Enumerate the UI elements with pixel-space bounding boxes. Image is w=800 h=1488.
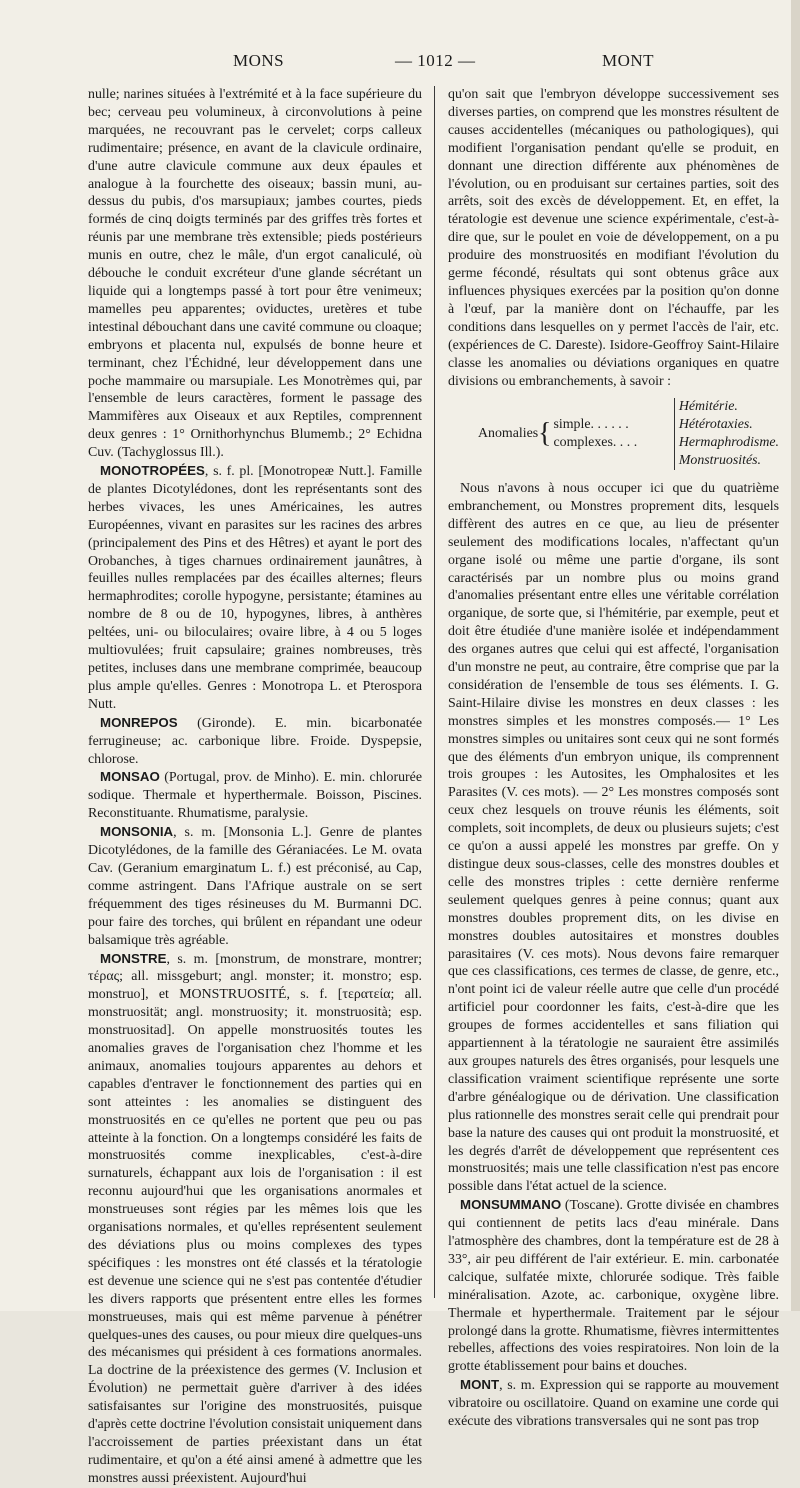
running-header <box>0 52 800 78</box>
anomalies-classification-table <box>478 398 779 470</box>
headword: MONSUMMANO <box>460 1197 562 1213</box>
entry-continuation: qu'on sait que l'embryon développe successivement ses diverses parties, on comprend que les monstres résultent de causes accidentelles (mécaniques ou pathologiques), qui modifient l'organisation pendant qu'elle se produit, en donnant une direction différente aux phénomènes de l'évolution, ou en produisant sur certaines parties, soit des arrêts, soit des excès de développement. Et, en effet, la tératologie est devenue une science expérimentale, c'est-à-dire que, sur le poulet en voie de développement, on a pu produire des monstruosités en modifiant l'évolution du germe fécondé, résultats qui sont obtenus grâce aux influences physiques exercées par la position qu'on donne à l'œuf, par la manière dont on l'échauffe, par les conditions dans lesquelles on y permet l'accès de l'air, etc. (expériences de C. Dareste). Isidore-Geoffroy Saint-Hilaire classe les anomalies ou déviations organiques en quatre divisions ou embranchements, à savoir : <box>448 87 779 389</box>
header-left-guideword: MONS <box>233 51 285 70</box>
page-edge <box>791 0 800 1311</box>
term: Hermaphrodisme. <box>678 435 779 451</box>
headword: MONSAO <box>100 769 160 785</box>
entry-text: , s. m. [Monsonia L.]. Genre de plantes Dicotylédones, de la famille des Géraniacées. Le M. ovata Cav. (Geranium emarginatum L. f.) est préconisé, au Cap, comme astringent. Dans l'Afrique australe on se sert fréquemment des tiges résineuses du M. Burmanni DC. pour faire des torches, qui brûlent en répandant une odeur balsamique très agréable. <box>88 825 422 948</box>
term: Hétérotaxies. <box>678 417 753 433</box>
headword: MONOTROPÉES <box>100 463 205 479</box>
term: Monstruosités. <box>678 453 762 469</box>
entry-text: Nous n'avons à nous occuper ici que du quatrième embranchement, ou Monstres proprement dits, lesquels diffèrent des autres en ce que, au lieu de présenter seulement des modifications locales, n'affectant qu'un organe isolé ou même une partie d'organe, ils sont caractérisés par un nombre plus ou moins grand d'anomalies présentant entre elles une véritable corrélation organique, de sorte que, si l'hémitérie, par exemple, peut et doit être étudiée d'une manière isolée et indépendamment des organes autres que celui qui est affecté, l'organisation d'un monstre ne peut, au contraire, être comprise que par la considération de l'ensemble de tous ses éléments. I. G. Saint-Hilaire divise les monstres en deux classes : les monstres simples et les monstres composés.— 1° Les monstres simples ou unitaires sont ceux qui ne sont formés que des éléments d'un embryon unique, ils comprennent trois groupes : les Autosites, les Omphalosites et les Parasites (V. ces mots). — 2° Les monstres composés sont ceux chez lesquels on trouve réunis les éléments, soit complets, soit incomplets, de deux ou plusieurs sujets; c'est ce qu'on a aussi appelé les monstres par greffe. On y distingue deux sous-classes, celle des monstres doubles et celle des monstres triples : cette dernière renferme seulement quelques genres à peine connus; quant aux monstres doubles proprement dits, on les divise en monstres doubles autositaires et monstres doubles parasitaires (V. ces mots). Nous devons faire remarquer que ces classifications, ces termes de classe, de genre, etc., n'ont point ici de valeur réelle autre que celle d'un procédé artificiel pour coordonner les faits, c'est-à-dire que les groupes de formes accidentelles et sans filiation qui appartiennent à la tératologie ne sauraient être assimilés aux groupes naturels des êtres organisés, pour lesquels une classification vraiment scientifique représente une sorte d'arbre généalogique ou de dérivation. Une classification plus rationnelle des monstres serait celle qui prendrait pour base la nature des causes qui ont produit la monstruosité, et les degrés d'arrêt de développement que représentent ces monstruosités; mais une telle classification n'est pas encore possible dans l'état actuel de la science. <box>448 480 779 1195</box>
entry-monotropees <box>88 462 422 714</box>
entry-monsonia <box>88 823 422 949</box>
entry-text: , s. f. pl. [Monotropeæ Nutt.]. Famille de plantes Dicotylédones, dont les représentants sont des herbes vivaces, les unes Américaines, les autres Européennes, vivant en parasites sur les racines des arbres (principalement des Pins et des Hêtres) et ayant le port des Orobanches, à tiges charnues ordinairement jaunâtres, à feuilles nulles remplacées par des écailles alternes; fleurs hermaphrodites; corolle hypogyne, persistante; étamines au nombre de 8 ou de 10, hypogynes, libres, à anthères peltées, uni- ou biloculaires; ovaire libre, à 4 ou 5 loges multiovulées; fruit capsulaire; graines nombreuses, très petites, incluses dans une membrane comprimée, beaucoup plus ample qu'elles. Genres : Monotropa L. et Pterospora Nutt. <box>88 464 422 712</box>
group-complexes: complexes. . . . <box>553 435 638 451</box>
anomalies-terms <box>674 398 779 470</box>
entry-continuation <box>88 86 422 462</box>
headword: MONSTRE <box>100 950 167 966</box>
entry-monsummano <box>448 1196 779 1376</box>
page-number: — 1012 — <box>395 51 476 70</box>
anomalies-label: Anomalies <box>478 426 539 442</box>
headword: MONSONIA <box>100 824 174 840</box>
group-simple: simple. . . . . . <box>553 417 629 433</box>
entry-monrepos <box>88 714 422 769</box>
entry-continuation-monstres <box>448 480 779 1196</box>
entry-text: nulle; narines situées à l'extrémité et à la face supérieure du bec; cerveau peu volumineux, à circonvolutions à peine marquées, ne recouvrant pas le cervelet; corps calleux rudimentaire; présence, en avant de la clavicule ordinaire, d'une autre clavicule commune aux deux épaules et analogue à la fourchette des oiseaux; bassin muni, au-dessus du pubis, d'os marsupiaux; jambes courtes, pieds formés de cinq doigts terminés par des griffes très fortes et réunis par une membrane très extensible; pieds postérieurs munis en outre, chez le mâle, d'un ergot canaliculé, où débouche le conduit excréteur d'une glande sécrétant un liquide qui a longtemps passé à tort pour être venimeux; mamelles peu apparentes; oviductes, uretères et tube intestinal débouchant dans une cavité commune ou cloaque; embryons et placenta nul, expulsés de bonne heure et terminant, chez l'Échidné, leur développement dans une poche mammaire ou marsupiale. Les Monotrèmes qui, par l'ensemble de leurs caractères, forment le passage des Mammifères aux Oiseaux et aux Reptiles, comprennent deux genres : 1° Ornithorhynchus Blumemb.; 2° Echidna Cuv. (Tachyglossus Ill.). <box>88 87 422 461</box>
headword: MONREPOS <box>100 714 178 730</box>
entry-text: (Toscane). Grotte divisée en chambres qui contiennent de petits lacs d'eau minérale. Dans l'atmosphère des chambres, dont la température est de 28 à 33°, air peu différent de l'air extérieur. E. min. carbonatée calcique, sulfatée mixte, chlorurée sodique. Très faible minéralisation. Azote, ac. carbonique, oxygène libre. Thermale et hyperthermale. Traitement par le séjour prolongé dans la grotte. Rhumatisme, fièvres intermittentes rebelles, affections des voies respiratoires. Non loin de la grotte établissement pour bains et douches. <box>448 1198 779 1375</box>
brace-icon: { <box>538 418 552 450</box>
headword: MONT <box>460 1377 500 1393</box>
entry-text: , s. m. [monstrum, de monstrare, montrer; τέρας; all. missgeburt; angl. monster; it. monstro; esp. monstruo], et MONSTRUOSITÉ, s. f. [τερατεία; all. monstruosität; angl. monstruosity; it. monstruosità; esp. monstruositad]. On appelle monstruosités toutes les anomalies graves de l'organisation chez l'homme et les animaux, anomalies toujours apparentes au dehors et capables d'entraver le fonctionnement des parties qui en sont atteintes : les anomalies se distinguent des monstruosités en ce qu'elles ne portent que peu ou pas atteinte à la fonction. On a longtemps considéré les faits de monstruosités comme inexplicables, c'est-à-dire surnaturels, échappant aux lois de l'organisation : il est reconnu aujourd'hui que les organisations anormales et monstrueuses sont régies par les mêmes lois que les organisations normales, et qu'elles représentent seulement des déviations plus ou moins complexes des types spécifiques : les monstres ont été classés et la tératologie est devenue une science qui ne s'est pas contentée d'étudier les divers rapports que présentent entre elles les formes monstrueuses, mais qui est même parvenue à pénétrer quelques-unes des causes, ou pour mieux dire quelques-uns des mécanismes qui président à ces formations anormales. La doctrine de la préexistence des germes (V. Inclusion et Évolution) ne permettait guère d'arriver à des idées satisfaisantes sur l'origine des monstruosités, puisque d'après cette doctrine l'évolution consistait uniquement dans l'accroissement de parties préexistant dans un état rudimentaire, et qu'on a été ainsi amené à admettre que les monstres aussi préexistent. Aujourd'hui <box>88 951 422 1486</box>
entry-text: (Gironde). E. min. bicarbonatée ferrugineuse; ac. carbonique libre. Froide. Dyspepsie, chlorose. <box>88 715 422 767</box>
header-right-guideword: MONT <box>602 51 655 70</box>
left-column <box>88 86 422 1488</box>
entry-text: (Portugal, prov. de Minho). E. min. chlorurée sodique. Thermale et hyperthermale. Boisson, Piscines. Reconstituante. Rhumatisme, paralysie. <box>88 770 422 822</box>
entry-text: , s. m. Expression qui se rapporte au mouvement vibratoire ou oscillatoire. Quand on examine une corde qui exécute des vibrations transversales qui ne sont pas trop <box>448 1378 779 1430</box>
entry-monsao <box>88 768 422 823</box>
entry-mont <box>448 1376 779 1431</box>
entry-monstre <box>88 950 422 1488</box>
term: Hémitérie. <box>678 399 738 415</box>
anomalies-groups <box>553 416 673 452</box>
right-column <box>448 86 779 1431</box>
column-divider <box>434 86 435 1298</box>
